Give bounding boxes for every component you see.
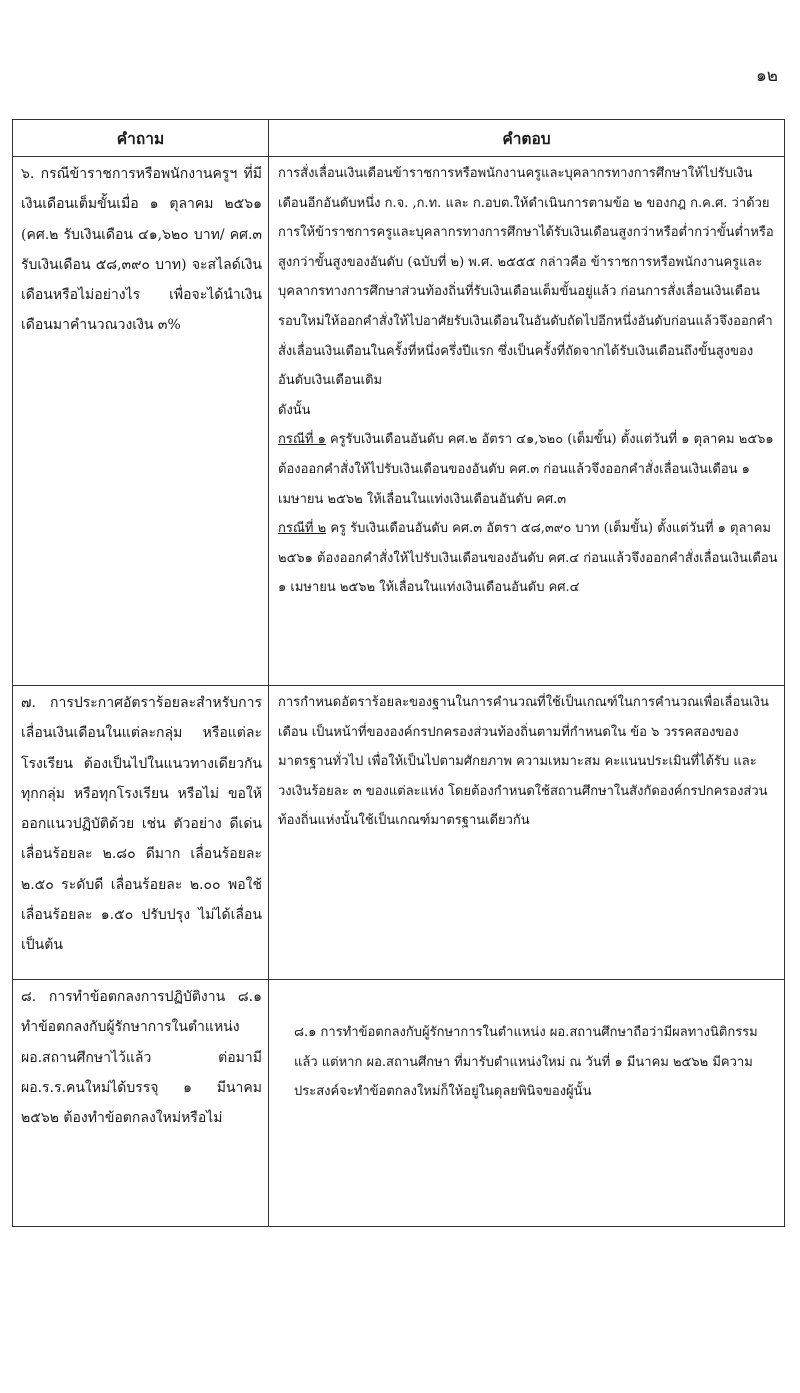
qa-table	[12, 119, 785, 1227]
question-cell	[13, 686, 269, 980]
answer-case	[278, 514, 778, 603]
case-label: กรณีที่ ๒	[278, 521, 327, 537]
answer-cell	[269, 686, 785, 980]
answer-text: การสั่งเลื่อนเงินเดือนข้าราชการหรือพนักงานครูและบุคลากรทางการศึกษาให้ไปรับเงินเดือนอีกอันดับหนึ่ง ก.จ. ,ก.ท. และ ก.อบต.ให้ดำเนินการตามข้อ ๒ ของกฎ ก.ค.ศ. ว่าด้วยการให้ข้าราชการครูและบุคลากรทางการศึกษาได้รับเงินเดือนสูงกว่าหรือต่ำกว่าขั้นต่ำหรือสูงกว่าขั้นสูงของอันดับ (ฉบับที่ ๒) พ.ศ. ๒๕๕๕ กล่าวคือ ข้าราชการหรือพนักงานครูและบุคลากรทางการศึกษาส่วนท้องถิ่นที่รับเงินเดือนเต็มขั้นอยู่แล้ว ก่อนการสั่งเลื่อนเงินเดือนรอบใหม่ให้ออกคำสั่งให้ไปอาศัยรับเงินเดือนในอันดับถัดไปอีกหนึ่งอันดับก่อนแล้วจึงออกคำสั่งเลื่อนเงินเดือนในครั้งที่หนึ่งครึ่งปีแรก ซึ่งเป็นครั้งที่ถัดจากได้รับเงินเดือนถึงขั้นสูงของอันดับเงินเดือนเดิม	[278, 166, 774, 389]
table-header-row	[13, 120, 785, 157]
question-text: ๘. การทำข้อตกลงการปฏิบัติงาน ๘.๑ ทำข้อตกลงกับผู้รักษาการในตำแหน่ง ผอ.สถานศึกษาไว้แล้ว ต่อมามี ผอ.ร.ร.คนใหม่ได้บรรจุ ๑ มีนาคม ๒๕๖๒ ต้องทำข้อตกลงใหม่หรือไม่	[21, 989, 262, 1127]
case-text: ครู รับเงินเดือนอันดับ คศ.๓ อัตรา ๕๘,๓๙๐ บาท (เต็มขั้น) ตั้งแต่วันที่ ๑ ตุลาคม ๒๕๖๑ ต้องออกคำสั่งให้ไปรับเงินเดือนของอันดับ คศ.๔ ก่อนแล้วจึงออกคำสั่งเลื่อนเงินเดือน ๑ เมษายน ๒๕๖๒ ให้เลื่อนในแท่งเงินเดือนอันดับ คศ.๔	[278, 521, 778, 596]
table-row	[13, 980, 785, 1227]
case-label: กรณีที่ ๑	[278, 432, 326, 448]
page-number: ๑๒	[756, 66, 778, 86]
question-column-header: คำถาม	[13, 120, 269, 157]
answer-therefore: ดังนั้น	[278, 402, 311, 418]
answer-cell	[269, 980, 785, 1227]
question-text: ๖. กรณีข้าราชการหรือพนักงานครูฯ ที่มีเงินเดือนเต็มขั้นเมื่อ ๑ ตุลาคม ๒๕๖๑ (คศ.๒ รับเงินเดือน ๔๑,๖๒๐ บาท/ คศ.๓ รับเงินเดือน ๕๘,๓๙๐ บาท) จะสไลด์เงินเดือนหรือไม่อย่างไร เพื่อจะได้นำเงินเดือนมาคำนวณวงเงิน ๓%	[21, 166, 262, 334]
question-cell	[13, 157, 269, 686]
answer-column-header: คำตอบ	[269, 120, 785, 157]
table-row	[13, 686, 785, 980]
question-cell	[13, 980, 269, 1227]
table-row	[13, 157, 785, 686]
answer-text: ๘.๑ การทำข้อตกลงกับผู้รักษาการในตำแหน่ง ผอ.สถานศึกษาถือว่ามีผลทางนิติกรรมแล้ว แต่หาก ผอ.สถานศึกษา ที่มารับตำแหน่งใหม่ ณ วันที่ ๑ มีนาคม ๒๕๖๒ มีความประสงค์จะทำข้อตกลงใหม่ก็ให้อยู่ในดุลยพินิจของผู้นั้น	[294, 1025, 758, 1100]
answer-text: การกำหนดอัตราร้อยละของฐานในการคำนวณที่ใช้เป็นเกณฑ์ในการคำนวณเพื่อเลื่อนเงินเดือน เป็นหน้าที่ขององค์กรปกครองส่วนท้องถิ่นตามที่กำหนดใน ข้อ ๖ วรรคสองของมาตรฐานทั่วไป เพื่อให้เป็นไปตามศักยภาพ ความเหมาะสม คะแนนประเมินที่ได้รับ และวงเงินร้อยละ ๓ ของแต่ละแห่ง โดยต้องกำหนดใช้สถานศึกษาในสังกัดองค์กรปกครองส่วนท้องถิ่นแห่งนั้นใช้เป็นเกณฑ์มาตรฐานเดียวกัน	[278, 695, 769, 829]
case-text: ครูรับเงินเดือนอันดับ คศ.๒ อัตรา ๔๑,๖๒๐ (เต็มขั้น) ตั้งแต่วันที่ ๑ ตุลาคม ๒๕๖๑ ต้องออกคำสั่งให้ไปรับเงินเดือนของอันดับ คศ.๓ ก่อนแล้วจึงออกคำสั่งเลื่อนเงินเดือน ๑ เมษายน ๒๕๖๒ ให้เลื่อนในแท่งเงินเดือนอันดับ คศ.๓	[278, 432, 774, 507]
question-text: ๗. การประกาศอัตราร้อยละสำหรับการเลื่อนเงินเดือนในแต่ละกลุ่ม หรือแต่ละโรงเรียน ต้องเป็นไปในแนวทางเดียวกันทุกกลุ่ม หรือทุกโรงเรียน หรือไม่ ขอให้ออกแนวปฏิบัติด้วย เช่น ตัวอย่าง ดีเด่น เลื่อนร้อยละ ๒.๘๐ ดีมาก เลื่อนร้อยละ ๒.๕๐ ระดับดี เลื่อนร้อยละ ๒.๐๐ พอใช้ เลื่อนร้อยละ ๑.๕๐ ปรับปรุง ไม่ได้เลื่อน เป็นต้น	[21, 695, 262, 954]
answer-case	[278, 425, 778, 514]
answer-cell	[269, 157, 785, 686]
